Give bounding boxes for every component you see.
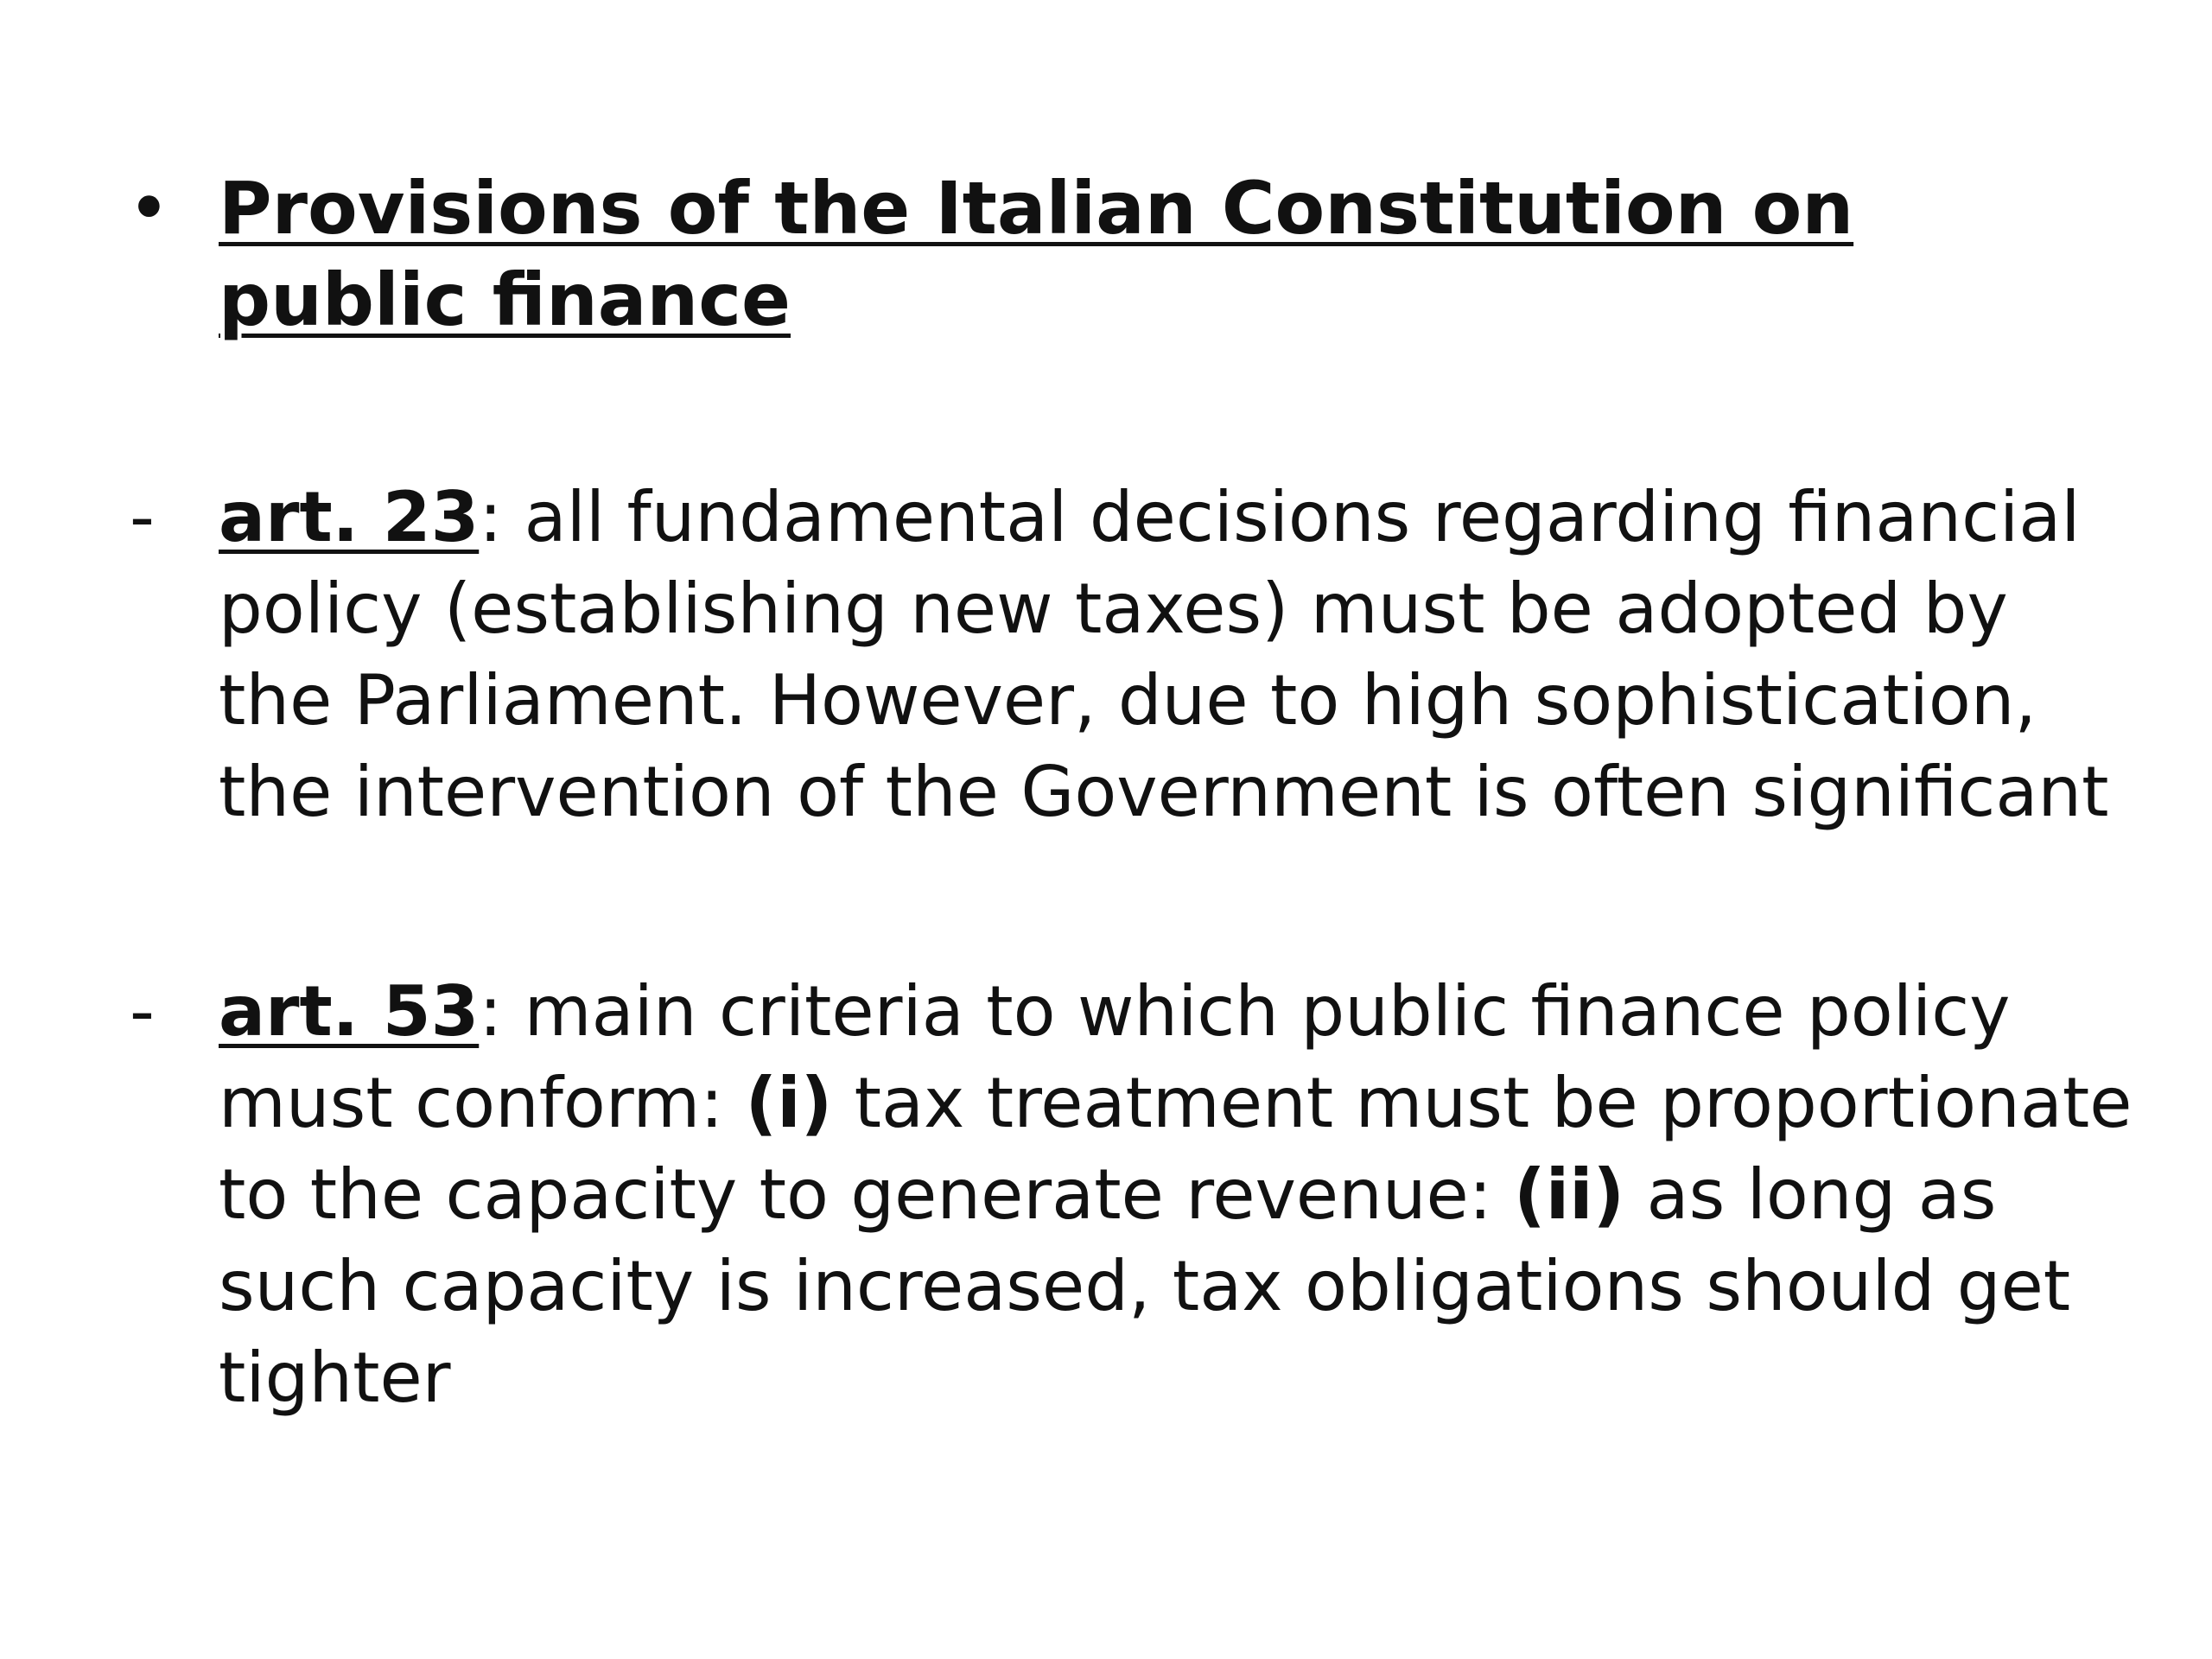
article-23-label: art. 23 xyxy=(219,477,480,557)
article-23-text xyxy=(219,472,2137,838)
article-53-label: art. 53 xyxy=(219,971,480,1052)
article-53-description-c: as long as such capacity is increased, tax obligations should get tighter xyxy=(219,1154,2071,1418)
bullet-marker: • xyxy=(130,173,168,244)
article-53-description-b: tax treatment must be proportionate to the capacity to generate revenue: xyxy=(219,1063,2133,1235)
dash-marker: - xyxy=(130,971,155,1052)
slide-heading: Provisions of the Italian Constitution on public finance xyxy=(219,166,1854,342)
article-53-text xyxy=(219,966,2137,1424)
criterion-ii-label: (ii) xyxy=(1514,1154,1625,1235)
criterion-i-label: (i) xyxy=(745,1063,833,1143)
dash-marker: - xyxy=(130,477,155,557)
article-23-description: : all fundamental decisions regarding financial policy (establishing new taxes) must be adopted by the Parliament. However, due to high sophistication, the intervention of the Government is often significant xyxy=(219,477,2109,832)
article-53-description-a: : main criteria to which public finance policy must conform: xyxy=(219,971,2011,1143)
